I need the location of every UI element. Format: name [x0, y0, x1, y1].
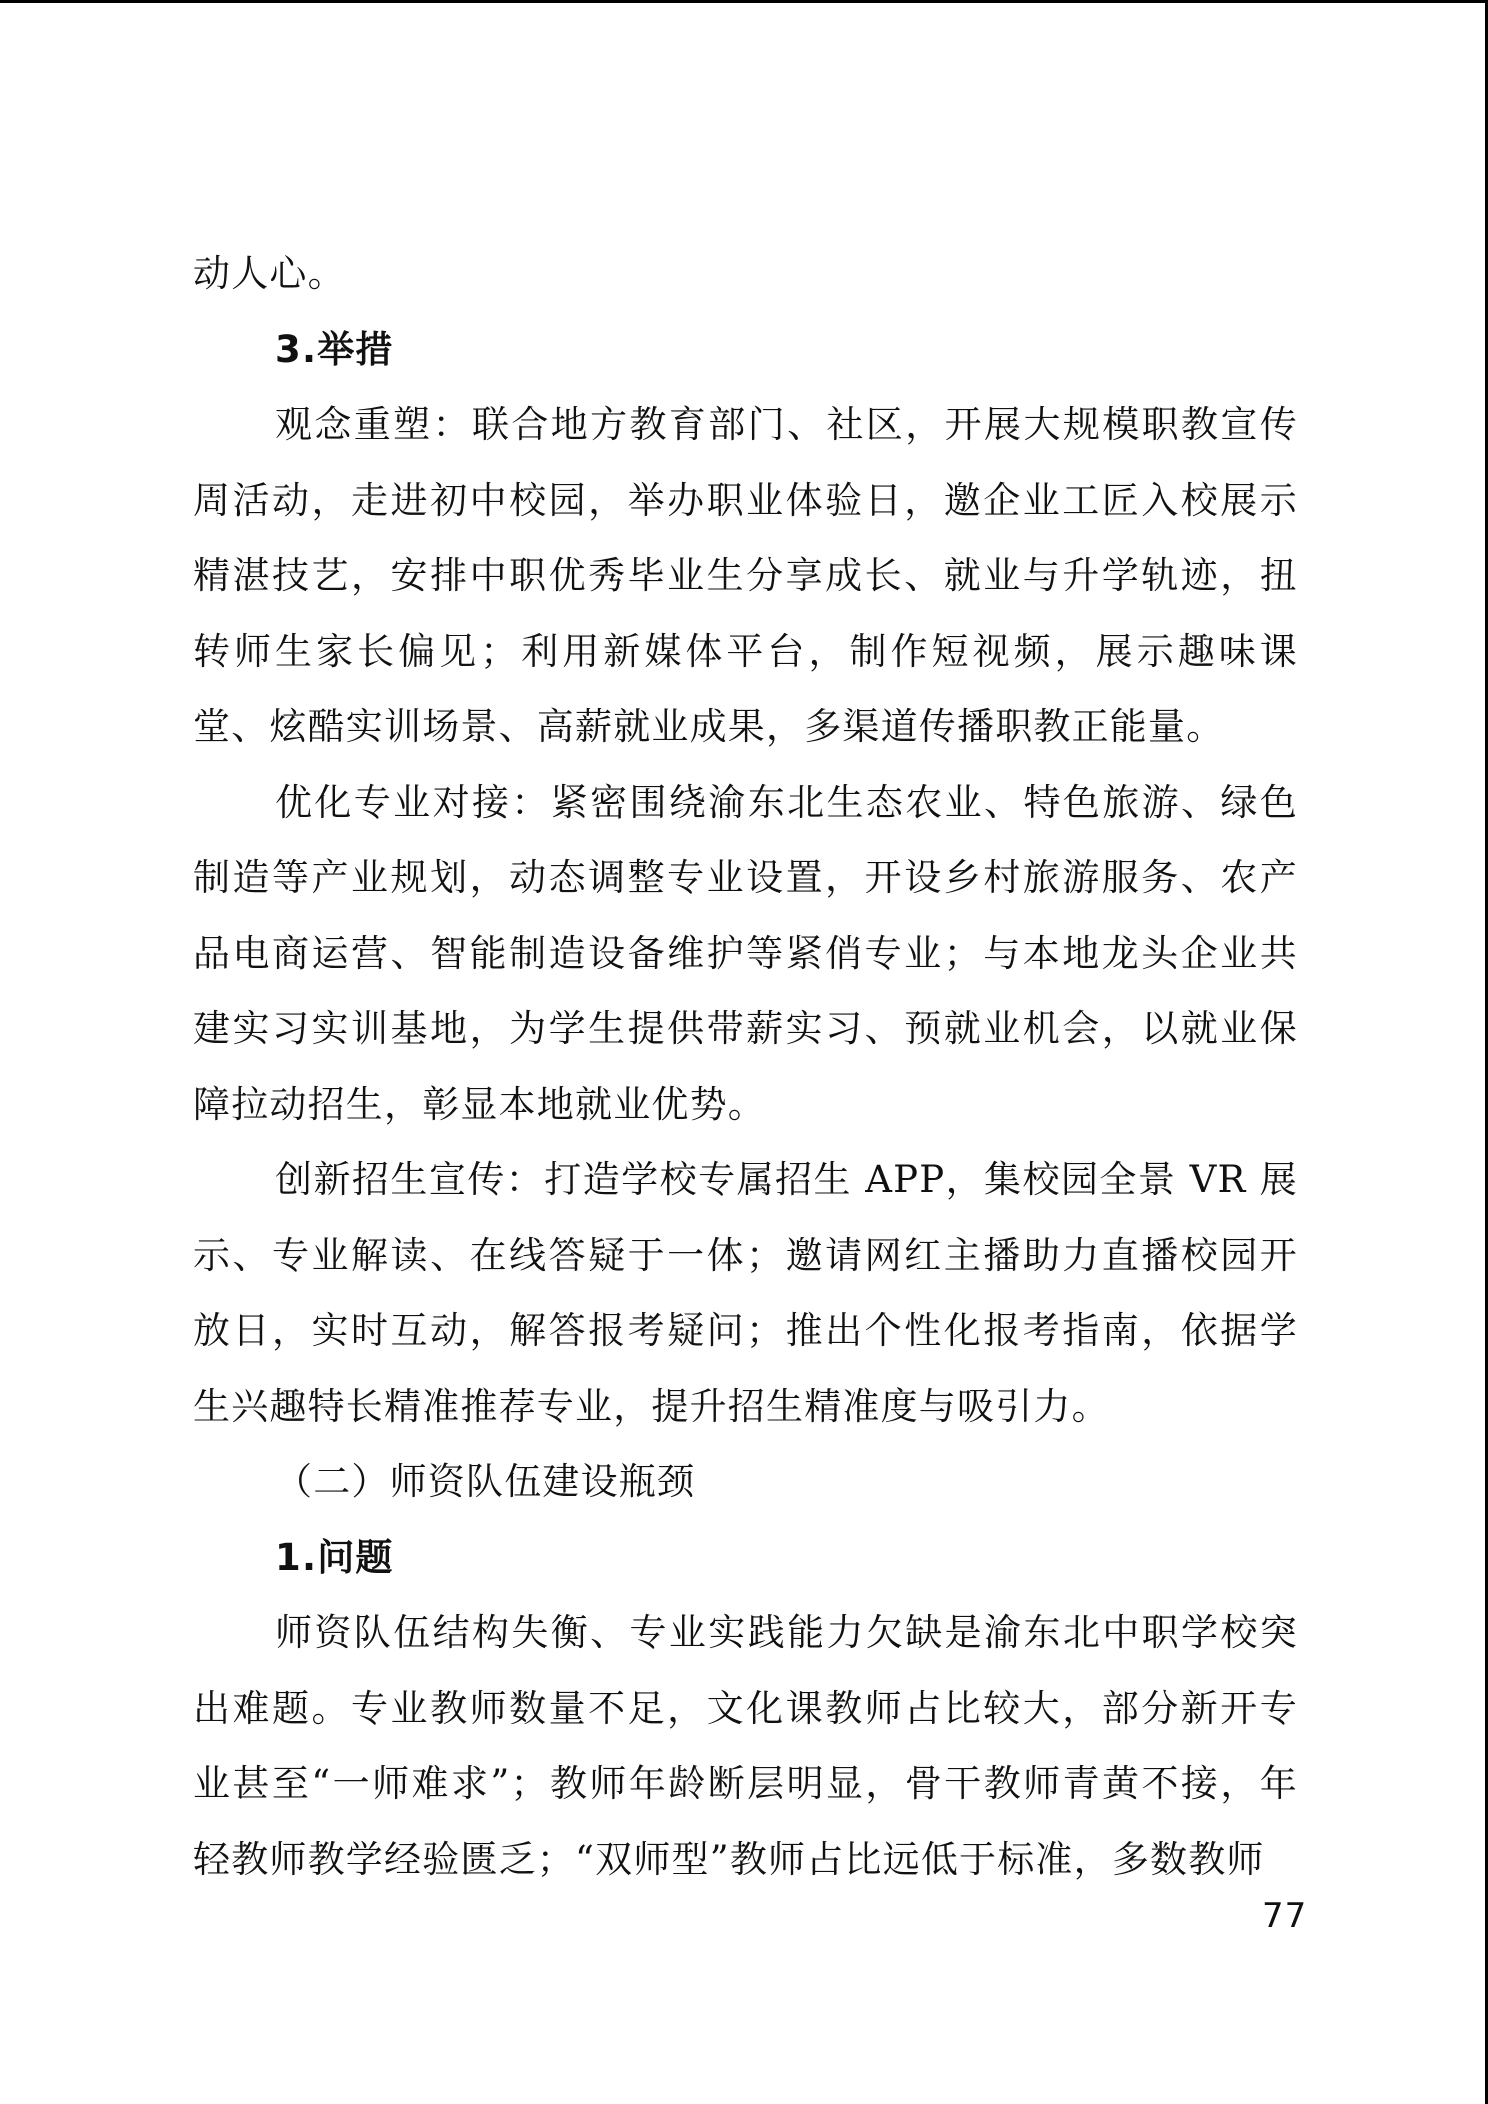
- paragraph-faculty-problem: 师资队伍结构失衡、专业实践能力欠缺是渝东北中职学校突出难题。专业教师数量不足，文化课教师占比较大，部分新开专业甚至“一师难求”；教师年龄断层明显，骨干教师青黄不接，年轻教师教学经验匮乏；“双师型”教师占比远低于标准，多数教师: [193, 1611, 1298, 1881]
- section-title-faculty: （二）师资队伍建设瓶颈: [275, 1460, 696, 1503]
- paragraph-concept-reshape: 观念重塑：联合地方教育部门、社区，开展大规模职教宣传周活动，走进初中校园，举办职业体验日，邀企业工匠入校展示精湛技艺，安排中职优秀毕业生分享成长、就业与升学轨迹，扭转师生家长偏见；利用新媒体平台，制作短视频，展示趣味课堂、炫酷实训场景、高薪就业成果，多渠道传播职教正能量。: [193, 403, 1298, 748]
- page-number: 77: [1262, 1896, 1308, 1936]
- page-top-border: [0, 0, 1488, 3]
- heading-measures: 3.举措: [275, 327, 394, 371]
- continued-paragraph-end: 动人心。: [193, 252, 346, 295]
- paragraph-specialty-alignment: 优化专业对接：紧密围绕渝东北生态农业、特色旅游、绿色制造等产业规划，动态调整专业设置，开设乡村旅游服务、农产品电商运营、智能制造设备维护等紧俏专业；与本地龙头企业共建实习实训基地，为学生提供带薪实习、预就业机会，以就业保障拉动招生，彰显本地就业优势。: [193, 780, 1298, 1126]
- page-body: [193, 236, 1298, 1897]
- heading-problem: 1.问题: [275, 1535, 394, 1579]
- paragraph-recruitment-publicity: 创新招生宣传：打造学校专属招生 APP，集校园全景 VR 展示、专业解读、在线答疑于一体；邀请网红主播助力直播校园开放日，实时互动，解答报考疑问；推出个性化报考指南，依据学生兴趣特长精准推荐专业，提升招生精准度与吸引力。: [193, 1158, 1298, 1428]
